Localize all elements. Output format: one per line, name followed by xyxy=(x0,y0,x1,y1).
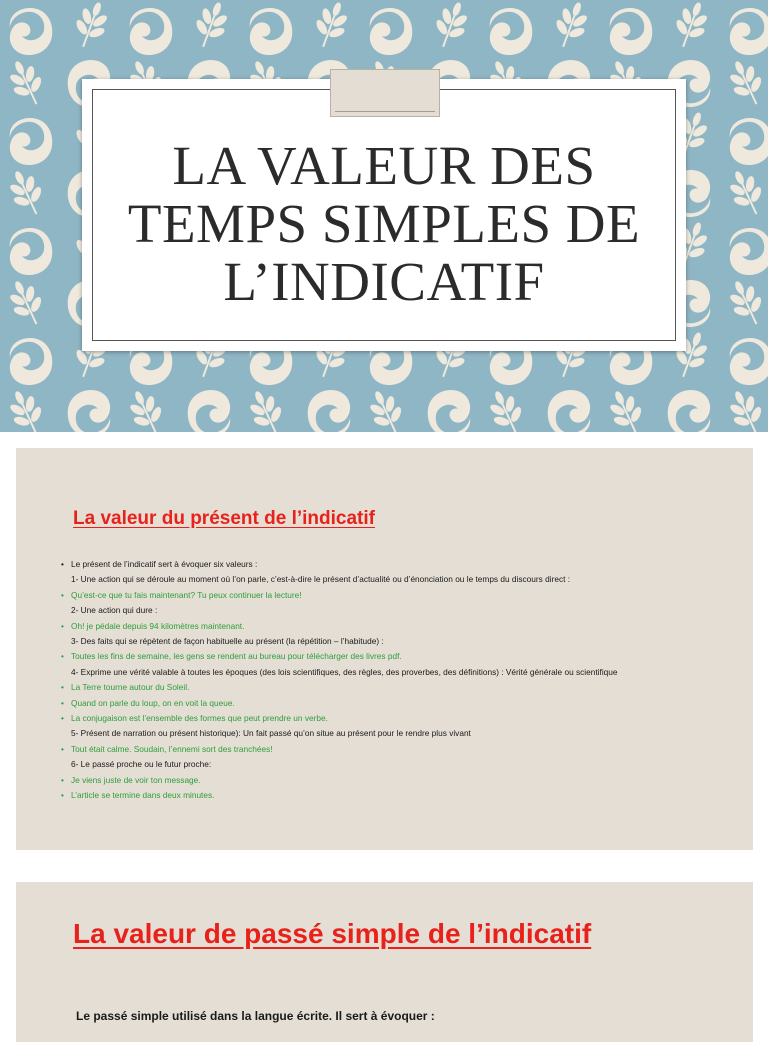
line-text: 5- Présent de narration ou présent historique): Un fait passé qu’on situe au présent pour le rendre plus vivant xyxy=(71,728,471,739)
example-line xyxy=(60,619,740,634)
line-text: 3- Des faits qui se répètent de façon habituelle au présent (la répétition – l’habitude) : xyxy=(71,636,384,647)
line-text: La Terre tourne autour du Soleil. xyxy=(71,682,190,693)
line-text: La conjugaison est l’ensemble des formes que peut prendre un verbe. xyxy=(71,713,328,724)
bullet-icon: • xyxy=(61,559,64,569)
title-line: TEMPS SIMPLES DE xyxy=(127,193,641,254)
title-frame xyxy=(82,79,686,351)
title-tab-decoration xyxy=(330,69,440,117)
title-line: LA VALEUR DES xyxy=(172,135,596,196)
bullet-icon: • xyxy=(61,774,64,785)
example-line xyxy=(60,696,740,711)
present-lines xyxy=(60,557,740,804)
rule-line xyxy=(60,572,740,587)
example-line xyxy=(60,711,740,726)
line-text: Tout était calme. Soudain, l’ennemi sort des tranchées! xyxy=(71,743,273,754)
bullet-icon: • xyxy=(61,697,64,708)
line-text: Je viens juste de voir ton message. xyxy=(71,774,201,785)
passe-simple-slide xyxy=(16,882,753,1042)
rule-line xyxy=(60,726,740,741)
rule-line xyxy=(60,757,740,772)
line-text: Toutes les fins de semaine, les gens se rendent au bureau pour télécharger des livres pdf. xyxy=(71,651,402,662)
example-line xyxy=(60,773,740,788)
line-text: Oh! je pédale depuis 94 kilomètres maintenant. xyxy=(71,620,245,631)
line-text: 1- Une action qui se déroule au moment où l’on parle, c’est-à-dire le présent d’actualité ou d’énonciation ou le temps du discours direct : xyxy=(71,574,571,585)
present-heading: La valeur du présent de l’indicatif xyxy=(73,508,375,529)
line-text: 4- Exprime une vérité valable à toutes les époques (des lois scientifiques, des règles, des proverbes, des définitions) : Vérité générale ou scientifique xyxy=(71,666,618,677)
bullet-icon: • xyxy=(61,589,64,600)
present-slide xyxy=(16,448,753,850)
title-slide xyxy=(0,0,768,432)
example-line xyxy=(60,588,740,603)
rule-line xyxy=(60,634,740,649)
bullet-icon: • xyxy=(61,682,64,693)
rule-line xyxy=(60,603,740,618)
line-text: Le présent de l’indicatif sert à évoquer six valeurs : xyxy=(71,559,258,569)
title-line: L’INDICATIF xyxy=(223,251,545,312)
bullet-icon: • xyxy=(61,713,64,724)
passe-simple-intro: Le passé simple utilisé dans la langue écrite. Il sert à évoquer : xyxy=(76,1009,435,1023)
example-line xyxy=(60,788,740,803)
line-text: Qu’est-ce que tu fais maintenant? Tu peux continuer la lecture! xyxy=(71,589,302,600)
bullet-icon: • xyxy=(61,620,64,631)
example-line xyxy=(60,649,740,664)
example-line xyxy=(60,680,740,695)
example-line xyxy=(60,742,740,757)
line-text: 2- Une action qui dure : xyxy=(71,605,158,616)
bullet-icon: • xyxy=(61,743,64,754)
bullet-icon: • xyxy=(61,790,64,801)
passe-simple-heading: La valeur de passé simple de l’indicatif xyxy=(73,918,592,949)
line-text: L’article se termine dans deux minutes. xyxy=(71,790,215,801)
slide-title xyxy=(82,137,686,311)
bullet-icon: • xyxy=(61,651,64,662)
rule-line xyxy=(60,557,740,572)
rule-line xyxy=(60,665,740,680)
line-text: 6- Le passé proche ou le futur proche: xyxy=(71,759,212,770)
line-text: Quand on parle du loup, on en voit la queue. xyxy=(71,697,235,708)
